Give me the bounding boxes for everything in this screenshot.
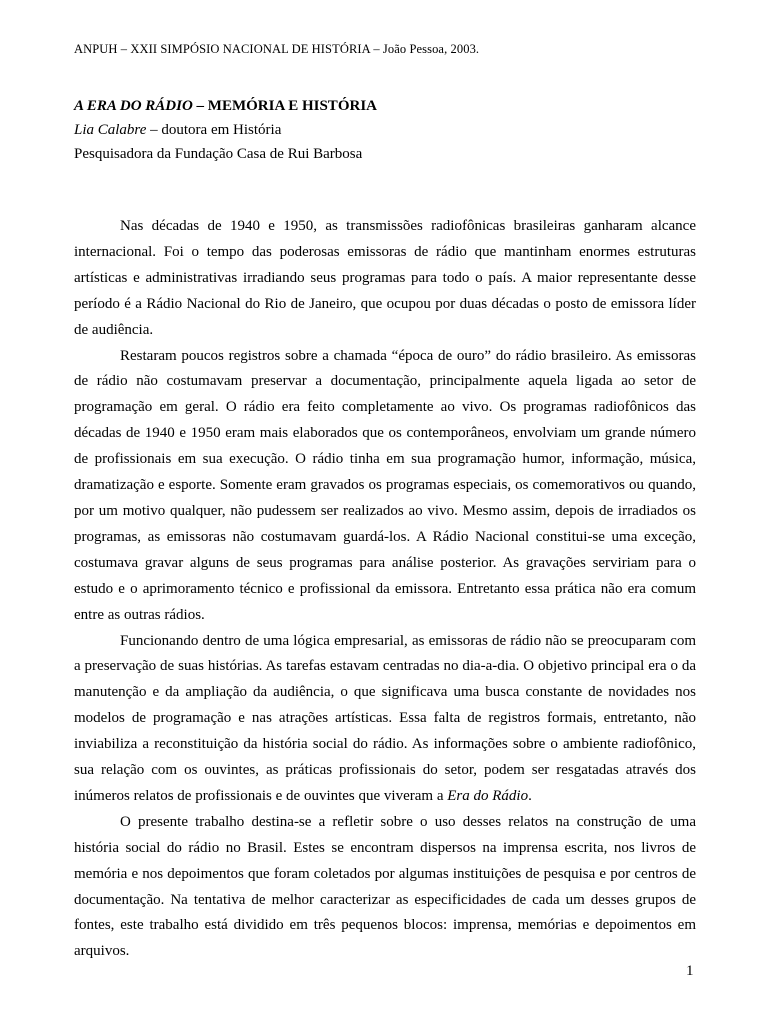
running-header: ANPUH – XXII SIMPÓSIO NACIONAL DE HISTÓRIA – João Pessoa, 2003. [74,42,480,56]
paragraph-4: O presente trabalho destina-se a refletir sobre o uso desses relatos na construção de uma história social do rádio no Brasil. Estes se encontram dispersos na imprensa escrita, nos livros de memória e nos depoimentos que foram coletados por algumas instituições de pesquisa e por centros de documentação. Na tentativa de melhor caracterizar as especificidades de cada um desses grupos de fontes, este trabalho está dividido em três pequenos blocos: imprensa, memórias e depoimentos em arquivos. [74,813,696,960]
paper-title-rest: – MEMÓRIA E HISTÓRIA [192,98,377,114]
paper-title [74,94,714,118]
author-name: Lia Calabre [74,122,147,138]
title-block [74,94,714,166]
paragraph-3-end: . [528,787,532,804]
paragraph-1: Nas décadas de 1940 e 1950, as transmissões radiofônicas brasileiras ganharam alcance internacional. Foi o tempo das poderosas emissoras de rádio que mantinham enormes estruturas artísticas e administrativas irradiando seus programas para todo o país. A maior representante desse período é a Rádio Nacional do Rio de Janeiro, que ocupou por duas décadas o posto de emissora líder de audiência. [74,218,696,338]
paragraph-3-main: Funcionando dentro de uma lógica empresarial, as emissoras de rádio não se preocuparam com a preservação de suas histórias. As tarefas estavam centradas no dia-a-dia. O objetivo principal era o da manutenção e da ampliação da audiência, o que significava uma busca constante de novidades nos modelos de programação e nas atrações artísticas. Essa falta de registros formais, entretanto, não inviabiliza a reconstituição da história social do rádio. As informações sobre o ambiente radiofônico, sua relação com os ouvintes, as práticas profissionais do setor, podem ser resgatadas através dos inúmeros relatos de profissionais e de ouvintes que viveram a [74,632,696,804]
body-text [74,214,696,965]
author-affiliation: Pesquisadora da Fundação Casa de Rui Barbosa [74,146,363,162]
paragraph-2: Restaram poucos registros sobre a chamada “época de ouro” do rádio brasileiro. As emissoras de rádio não costumavam preservar a documentação, principalmente aquela ligada ao setor de programação em geral. O rádio era feito completamente ao vivo. Os programas radiofônicos das décadas de 1940 e 1950 eram mais elaborados que os contemporâneos, envolviam um grande número de profissionais em sua execução. O rádio tinha em sua programação humor, informação, música, dramatização e esporte. Somente eram gravados os programas especiais, os comemorativos ou quando, por um motivo qualquer, não pudessem ser realizados ao vivo. Mesmo assim, depois de irradiados os programas, as emissoras não costumavam guardá-los. A Rádio Nacional constitui-se uma exceção, costumava gravar alguns de seus programas para análise posterior. As gravações serviriam para o estudo e o aprimoramento técnico e profissional da emissora. Entretanto essa prática não era comum entre as outras rádios. [74,347,696,623]
author-role: – doutora em História [146,122,282,138]
page-number: 1 [686,963,694,979]
paragraph-3 [74,629,696,810]
author-line [74,118,714,142]
paper-title-italic: A ERA DO RÁDIO [74,98,193,114]
paragraph-3-italic: Era do Rádio [447,787,529,804]
